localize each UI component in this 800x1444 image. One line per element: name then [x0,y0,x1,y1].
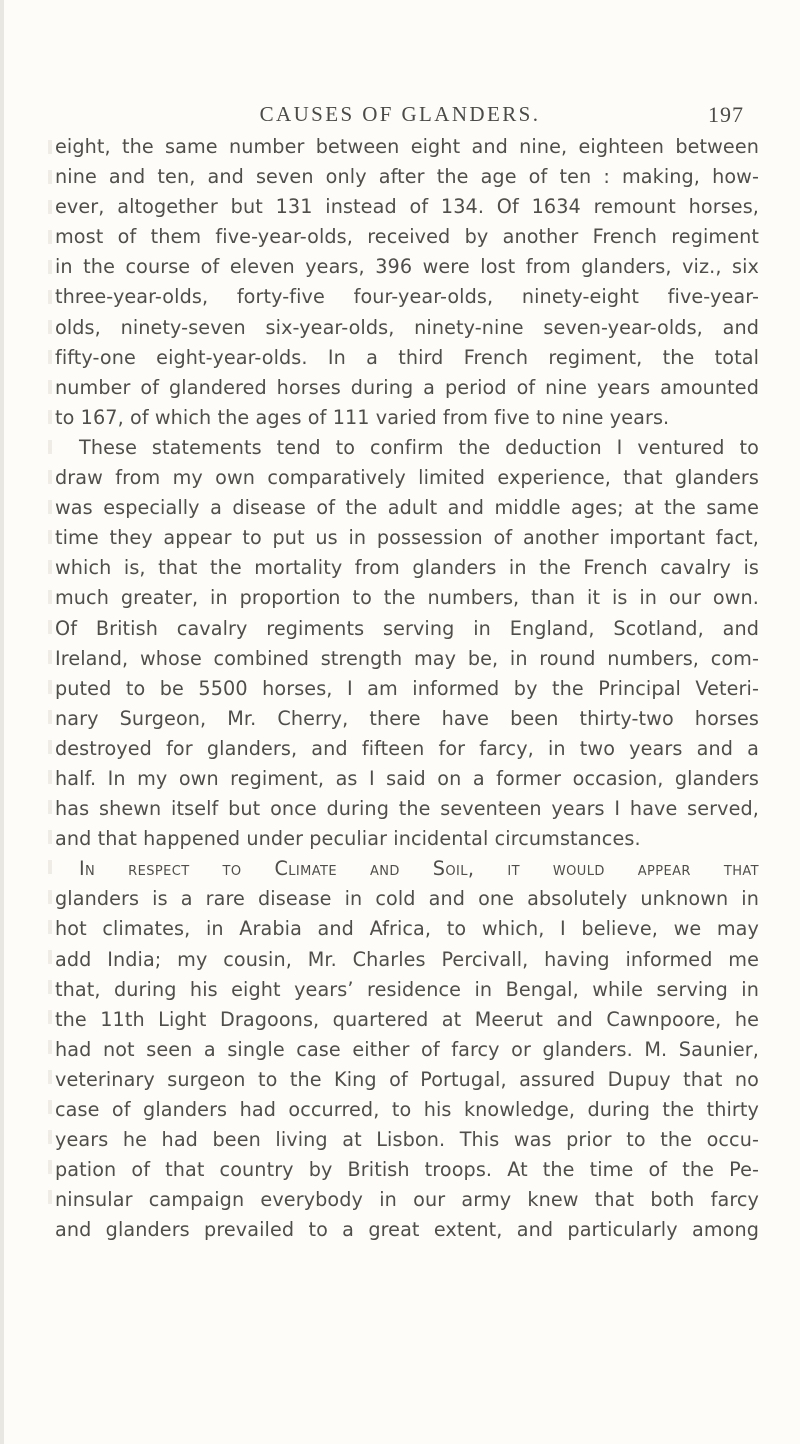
text-line: and glanders prevailed to a great extent, and particularly among [55,1218,759,1242]
paragraph-start-line: In respect to Climate and Soil, it would appear that [79,857,759,881]
text-line: to 167, of which the ages of 111 varied from five to nine years. [55,405,670,429]
text-line: three-year-olds, forty-five four-year-olds, ninety-eight five-year- [55,285,759,309]
text-line: ninsular campaign everybody in our army knew that both farcy [55,1188,759,1212]
text-line: veterinary surgeon to the King of Portugal, assured Dupuy that no [55,1067,759,1091]
text-line: draw from my own comparatively limited experience, that glanders [55,466,759,490]
gutter-shadow [48,140,52,1220]
text-line: puted to be 5500 horses, I am informed by the Principal Veteri- [55,676,759,700]
text-line: Ireland, whose combined strength may be, in round numbers, com- [55,646,759,670]
text-line: time they appear to put us in possession of another important fact, [55,526,759,550]
text-line: which is, that the mortality from glanders in the French cavalry is [55,556,759,580]
page-edge [0,0,4,1444]
paragraph-start-line: These statements tend to confirm the deduction I ventured to [79,435,759,459]
text-line: nary Surgeon, Mr. Cherry, there have been thirty-two horses [55,706,759,730]
text-line: fifty-one eight-year-olds. In a third French regiment, the total [55,345,759,369]
body-text [55,132,759,1245]
text-line: ever, altogether but 131 instead of 134. Of 1634 remount horses, [55,195,759,219]
text-line: add India; my cousin, Mr. Charles Percivall, having informed me [55,947,759,971]
page-number: 197 [708,102,744,127]
text-line: the 11th Light Dragoons, quartered at Meerut and Cawnpoore, he [55,1007,759,1031]
text-line: much greater, in proportion to the numbers, than it is in our own. [55,586,759,610]
text-line: half. In my own regiment, as I said on a former occasion, glanders [55,766,759,790]
text-line: number of glandered horses during a period of nine years amounted [55,375,759,399]
page-header [56,102,744,132]
text-line: had not seen a single case either of farcy or glanders. M. Saunier, [55,1037,759,1061]
text-line: was especially a disease of the adult and middle ages; at the same [55,496,759,520]
text-line: hot climates, in Arabia and Africa, to which, I believe, we may [55,917,759,941]
text-line: eight, the same number between eight and nine, eighteen between [55,135,759,158]
text-line: Of British cavalry regiments serving in England, Scotland, and [55,616,759,640]
text-line: most of them five-year-olds, received by another French regiment [55,225,759,249]
text-line: case of glanders had occurred, to his knowledge, during the thirty [55,1098,759,1121]
text-line: olds, ninety-seven six-year-olds, ninety-nine seven-year-olds, and [55,315,759,339]
text-line: glanders is a rare disease in cold and one absolutely unknown in [55,887,759,911]
text-line: pation of that country by British troops. At the time of the Pe- [55,1158,759,1182]
text-line: years he had been living at Lisbon. This was prior to the occu- [55,1128,759,1152]
text-line: in the course of eleven years, 396 were lost from glanders, viz., six [55,255,759,279]
text-line: and that happened under peculiar incidental circumstances. [55,827,641,851]
text-line: that, during his eight years’ residence in Bengal, while serving in [55,977,759,1001]
running-head: CAUSES OF GLANDERS. [259,102,541,126]
text-line: has shewn itself but once during the seventeen years I have served, [55,797,759,821]
text-line: nine and ten, and seven only after the age of ten : making, how- [55,165,759,189]
text-line: destroyed for glanders, and fifteen for farcy, in two years and a [55,736,759,760]
